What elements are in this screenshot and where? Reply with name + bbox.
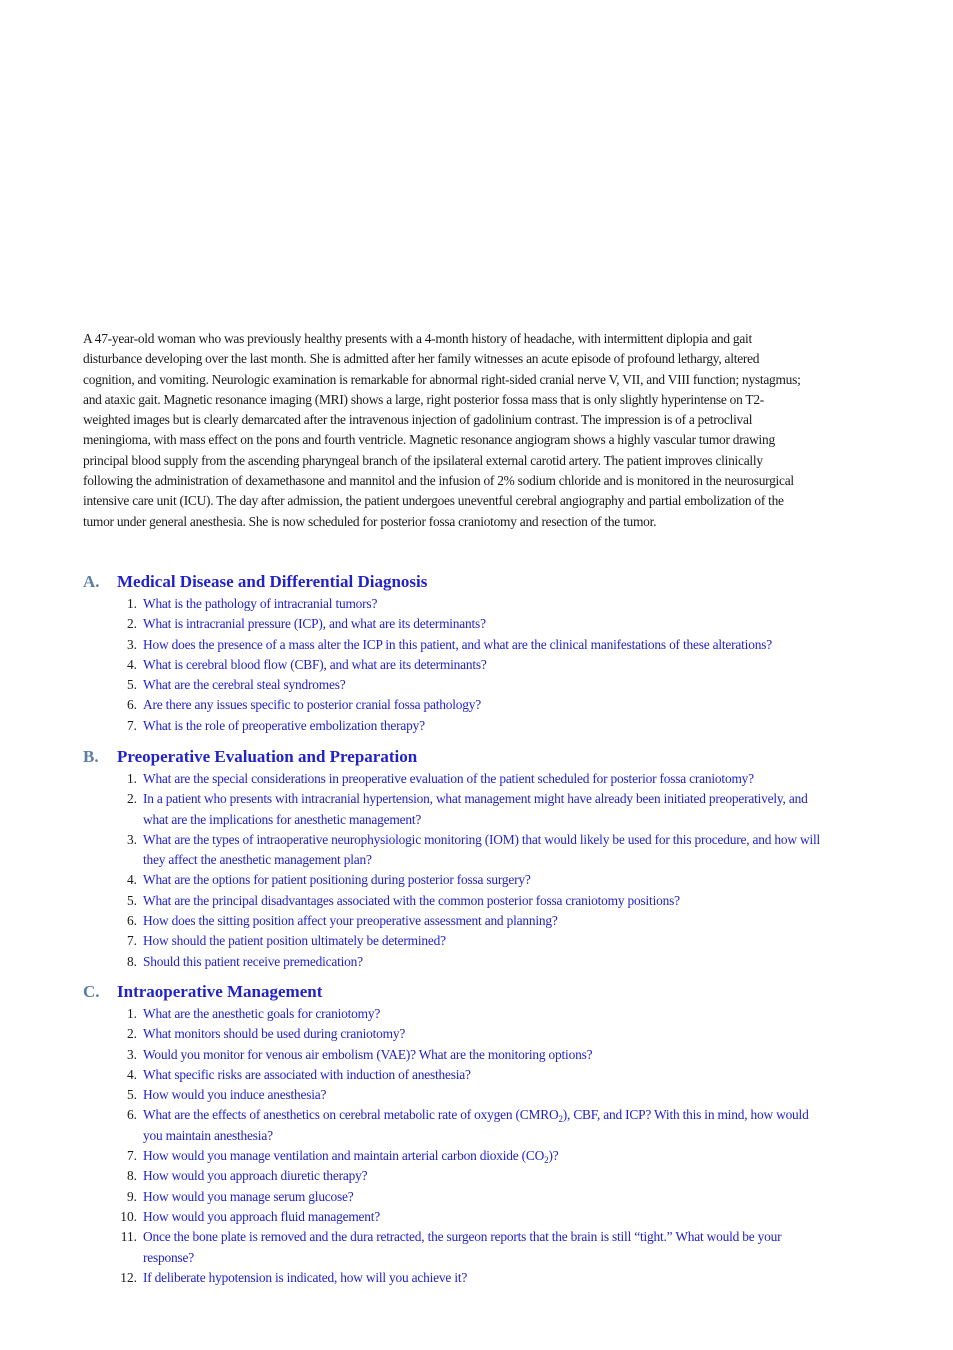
question-item [83, 635, 923, 655]
question-number: 5. [126, 892, 137, 908]
question-link[interactable] [143, 1146, 923, 1166]
section-heading [83, 980, 923, 1004]
case-line: following the administration of dexamethasone and mannitol and the infusion of 2% sodium chloride and is monitored in the neurosurgical [83, 473, 794, 489]
question-item [83, 695, 923, 715]
question-number: 1. [126, 1006, 137, 1021]
question-number: 12. [120, 1269, 137, 1285]
question-link[interactable] [143, 870, 923, 890]
question-line: What are the options for patient positioning during posterior fossa surgery? [143, 872, 531, 888]
question-number: 1. [126, 596, 137, 611]
question-item [83, 716, 923, 736]
question-number: 4. [126, 656, 137, 672]
question-link[interactable] [143, 695, 923, 715]
section-letter: C. [83, 982, 100, 1001]
question-line: How would you manage serum glucose? [143, 1188, 354, 1204]
question-item [83, 675, 923, 695]
question-link[interactable] [143, 789, 923, 830]
section-heading [83, 570, 923, 594]
subscript: 2 [558, 1114, 563, 1125]
question-list [83, 1004, 923, 1288]
question-number: 6. [126, 697, 137, 713]
question-item [83, 789, 923, 830]
question-item [83, 952, 923, 972]
question-link[interactable] [143, 655, 923, 675]
question-link[interactable] [143, 1207, 923, 1227]
question-item [83, 1227, 923, 1268]
question-link[interactable] [143, 830, 923, 871]
question-text: What are the effects of anesthetics on cerebral metabolic rate of oxygen (CMRO [143, 1107, 559, 1123]
question-number: 2. [126, 791, 137, 807]
question-number: 2. [126, 616, 137, 632]
question-item [83, 1105, 923, 1146]
question-item [83, 1024, 923, 1044]
question-line: Once the bone plate is removed and the dura retracted, the surgeon reports that the brain is still “tight.” What would be your [143, 1229, 782, 1245]
question-line: Would you monitor for venous air embolism (VAE)? What are the monitoring options? [143, 1046, 593, 1062]
section-medical-disease [83, 570, 923, 736]
question-item [83, 911, 923, 931]
question-line: What are the cerebral steal syndromes? [143, 677, 346, 693]
question-item [83, 1166, 923, 1186]
question-item [83, 1268, 923, 1288]
question-list [83, 769, 923, 972]
question-link[interactable] [143, 931, 923, 951]
question-line: What is the pathology of intracranial tumors? [143, 596, 378, 611]
question-item [83, 769, 923, 789]
question-link[interactable] [143, 1045, 923, 1065]
question-line: What are the special considerations in preoperative evaluation of the patient scheduled for posterior fossa craniotomy? [143, 771, 754, 786]
question-line: What is cerebral blood flow (CBF), and what are its determinants? [143, 656, 487, 672]
question-item [83, 1187, 923, 1207]
question-number: 2. [126, 1026, 137, 1042]
case-line: weighted images but is clearly demarcated after the intravenous injection of gadolinium contrast. The impression is of a petroclival [83, 412, 753, 428]
question-link[interactable] [143, 614, 923, 634]
section-title: Medical Disease and Differential Diagnosis [117, 572, 428, 591]
question-item [83, 1146, 923, 1166]
question-link[interactable] [143, 716, 923, 736]
section-letter: B. [83, 747, 99, 766]
question-number: 7. [126, 717, 137, 733]
case-line: intensive care unit (ICU). The day after admission, the patient undergoes uneventful cerebral angiography and partial embolization of the [83, 493, 784, 509]
question-number: 3. [126, 636, 137, 652]
question-number: 6. [126, 1107, 137, 1123]
question-line: In a patient who presents with intracranial hypertension, what management might have already been initiated preoperatively, and [143, 791, 808, 807]
question-line: Should this patient receive premedication? [143, 953, 363, 969]
question-line: what are the implications for anesthetic management? [143, 811, 422, 827]
section-preoperative [83, 745, 923, 972]
question-number: 4. [126, 872, 137, 888]
question-number: 9. [126, 1188, 137, 1204]
question-item [83, 830, 923, 871]
question-line: What is the role of preoperative embolization therapy? [143, 717, 425, 733]
question-line: How does the sitting position affect your preoperative assessment and planning? [143, 913, 558, 929]
question-line: How would you induce anesthesia? [143, 1087, 327, 1103]
case-line: meningioma, with mass effect on the pons and fourth ventricle. Magnetic resonance angiogram shows a highly vascular tumor drawing [83, 432, 775, 448]
question-item [83, 1045, 923, 1065]
question-item [83, 1085, 923, 1105]
question-item [83, 594, 923, 614]
question-line: you maintain anesthesia? [143, 1127, 273, 1143]
question-line [143, 1105, 923, 1125]
question-number: 4. [126, 1066, 137, 1082]
question-item [83, 655, 923, 675]
case-line: A 47-year-old woman who was previously healthy presents with a 4-month history of headache, with intermittent diplopia and gait [83, 331, 752, 346]
question-text: How would you manage ventilation and maintain arterial carbon dioxide (CO [143, 1148, 545, 1164]
question-line: What monitors should be used during craniotomy? [143, 1026, 406, 1042]
question-line: How should the patient position ultimately be determined? [143, 933, 446, 949]
question-line [143, 1146, 923, 1166]
question-link[interactable] [143, 911, 923, 931]
question-line: If deliberate hypotension is indicated, how will you achieve it? [143, 1269, 468, 1285]
question-link[interactable] [143, 769, 923, 789]
section-title: Preoperative Evaluation and Preparation [117, 747, 418, 766]
question-number: 3. [126, 1046, 137, 1062]
section-heading [83, 745, 923, 769]
case-line: disturbance developing over the last month. She is admitted after her family witnesses an acute episode of profound lethargy, altered [83, 351, 760, 367]
section-letter: A. [83, 572, 100, 591]
question-line: response? [143, 1249, 194, 1265]
question-line: What are the principal disadvantages associated with the common posterior fossa craniotomy positions? [143, 892, 680, 908]
question-item [83, 614, 923, 634]
question-item [83, 931, 923, 951]
question-link[interactable] [143, 1227, 923, 1268]
question-number: 11. [120, 1229, 137, 1245]
question-link[interactable] [143, 1268, 923, 1288]
question-line: they affect the anesthetic management plan? [143, 852, 372, 868]
question-text: )? [548, 1148, 559, 1164]
question-line: What specific risks are associated with induction of anesthesia? [143, 1066, 471, 1082]
question-link[interactable] [143, 594, 923, 614]
question-number: 1. [126, 771, 137, 786]
question-line: How would you approach fluid management? [143, 1208, 381, 1224]
question-link[interactable] [143, 952, 923, 972]
section-title: Intraoperative Management [117, 982, 323, 1001]
question-item [83, 1207, 923, 1227]
question-number: 5. [126, 1087, 137, 1103]
question-link[interactable] [143, 1024, 923, 1044]
question-line: Are there any issues specific to posterior cranial fossa pathology? [143, 697, 481, 713]
question-link[interactable] [143, 675, 923, 695]
question-list [83, 594, 923, 736]
question-line: What are the types of intraoperative neurophysiologic monitoring (IOM) that would likely be used for this procedure, and how will [143, 831, 821, 847]
question-link[interactable] [143, 1187, 923, 1207]
question-line: What are the anesthetic goals for craniotomy? [143, 1006, 381, 1021]
case-line: cognition, and vomiting. Neurologic examination is remarkable for abnormal right-sided cranial nerve V, VII, and VIII function; nystagmus; [83, 371, 801, 387]
question-number: 8. [126, 1168, 137, 1184]
question-link[interactable] [143, 1085, 923, 1105]
question-number: 3. [126, 831, 137, 847]
question-number: 5. [126, 677, 137, 693]
section-intraoperative [83, 980, 923, 1288]
question-item [83, 870, 923, 890]
question-text: ), CBF, and ICP? With this in mind, how would [562, 1107, 809, 1123]
question-link[interactable] [143, 1065, 923, 1085]
subscript: 2 [544, 1155, 549, 1166]
question-link[interactable] [143, 1166, 923, 1186]
question-link[interactable] [143, 635, 923, 655]
case-line: tumor under general anesthesia. She is now scheduled for posterior fossa craniotomy and resection of the tumor. [83, 513, 657, 529]
case-line: principal blood supply from the ascending pharyngeal branch of the ipsilateral external carotid artery. The patient improves clinically [83, 452, 763, 468]
case-description [83, 329, 903, 532]
question-number: 6. [126, 913, 137, 929]
question-number: 8. [126, 953, 137, 969]
question-link[interactable] [143, 1004, 923, 1024]
question-line: How would you approach diuretic therapy? [143, 1168, 368, 1184]
question-number: 10. [120, 1208, 137, 1224]
question-link[interactable] [143, 1105, 923, 1146]
case-line: and ataxic gait. Magnetic resonance imaging (MRI) shows a large, right posterior fossa mass that is only slightly hyperintense on T2- [83, 391, 765, 407]
question-item [83, 1004, 923, 1024]
question-line: What is intracranial pressure (ICP), and what are its determinants? [143, 616, 486, 632]
question-number: 7. [126, 1148, 137, 1164]
question-line: How does the presence of a mass alter the ICP in this patient, and what are the clinical manifestations of these alterations? [143, 636, 772, 652]
question-item [83, 891, 923, 911]
question-number: 7. [126, 933, 137, 949]
question-link[interactable] [143, 891, 923, 911]
question-item [83, 1065, 923, 1085]
